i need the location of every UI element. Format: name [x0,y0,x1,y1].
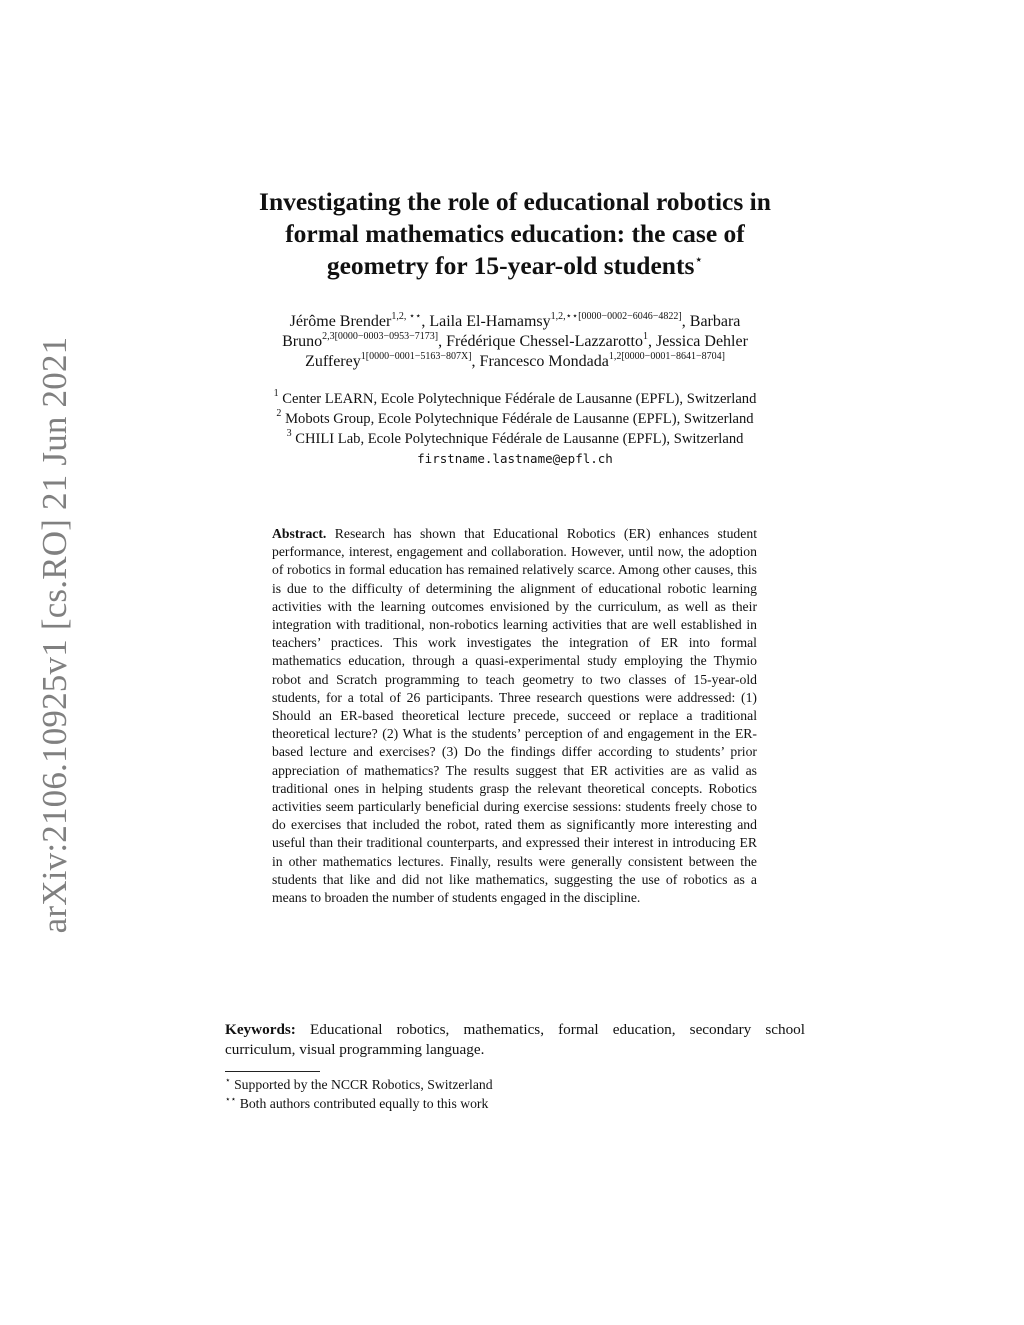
keywords [225,1020,805,1060]
author-name: , Barbara [681,313,741,330]
footnote [225,1076,825,1095]
affiliation-text: Mobots Group, Ecole Polytechnique Fédérale de Lausanne (EPFL), Switzerland [285,411,754,427]
affiliation-number: 1 [273,388,279,399]
footnotes [225,1076,825,1113]
footnote-marker: ⋆⋆ [225,1093,237,1104]
author-line [200,332,830,352]
author-name: Bruno [282,333,323,350]
affiliation-text: CHILI Lab, Ecole Polytechnique Fédérale de Lausanne (EPFL), Switzerland [295,431,744,447]
arxiv-identifier [35,320,75,950]
arxiv-id-text: arXiv:2106.10925v1 [cs.RO] 21 Jun 2021 [35,336,74,934]
author-affiliation-sup: 1,2[0000−0001−8641−8704] [608,351,725,362]
author-affiliation-sup: 1[0000−0001−5163−807X] [360,351,472,362]
footnote [225,1095,825,1114]
abstract [272,525,757,907]
author-name: , Frédérique Chessel-Lazzarotto [438,333,643,350]
author-name: Zufferey [305,353,361,370]
keywords-text: Educational robotics, mathematics, formal education, secondary school curriculum, visual programming language. [225,1021,805,1058]
author-name: , Laila El-Hamamsy [421,313,551,330]
author-affiliation-sup: 1,2,⋆⋆[0000−0002−6046−4822] [550,311,682,322]
contact-email[interactable]: firstname.lastname@epfl.ch [417,451,613,466]
title-line: Investigating the role of educational robotics in [259,187,771,216]
keywords-label: Keywords: [225,1021,296,1038]
title-line [200,250,830,282]
footnote-marker: ⋆ [225,1075,231,1085]
author-line [200,312,830,332]
footnote-divider [225,1071,320,1072]
author-list [200,312,830,372]
affiliations [200,389,830,469]
title-line: formal mathematics education: the case of [285,219,745,248]
author-name: Jérôme Brender [289,313,392,330]
title-footnote-marker: ⋆ [694,253,704,268]
title-line-text: geometry for 15-year-old students [326,251,695,280]
affiliation-line [200,429,830,449]
author-name: , Jessica Dehler [647,333,748,350]
affiliation-number: 3 [286,428,292,439]
author-name: , Francesco Mondada [471,353,609,370]
author-line [200,352,830,372]
footnote-text: Supported by the NCCR Robotics, Switzerland [234,1077,493,1092]
abstract-text: Research has shown that Educational Robotics (ER) enhances student performance, interest, engagement and collaboration. However, until now, the adoption of robotics in formal education has remained relatively scarce. Among other causes, this is due to the difficulty of determining the alignment of educational robotic learning activities with the learning outcomes envisioned by the curriculum, as well as their integration with traditional, non-robotics learning activities that are well established in teachers’ practices. This work investigates the integration of ER into formal mathematics education, through a quasi-experimental study employing the Thymio robot and Scratch programming to teach geometry to two classes of 15-year-old students, for a total of 26 participants. Three research questions were addressed: (1) Should an ER-based theoretical lecture precede, succeed or replace a traditional theoretical lecture? (2) What is the students’ perception of and engagement in the ER-based lecture and exercises? (3) Do the findings differ according to students’ prior appreciation of mathematics? The results suggest that ER activities are as valid as traditional ones in helping students grasp the relevant theoretical concepts. Robotics activities seem particularly beneficial during exercise sessions: students freely chose to do exercises that included the robot, rated them as significantly more interesting and useful than their traditional counterparts, and expressed their interest in introducing ER in other mathematics lectures. Finally, results were generally consistent between the students that like and did not like mathematics, suggesting the use of robotics as a means to broaden the number of students engaged in the discipline. [272,526,758,906]
author-affiliation-sup: 1 [642,331,648,342]
affiliation-line [200,389,830,409]
affiliation-number: 2 [276,408,282,419]
affiliation-text: Center LEARN, Ecole Polytechnique Fédérale de Lausanne (EPFL), Switzerland [282,391,757,407]
footnote-text: Both authors contributed equally to this work [239,1095,489,1111]
author-affiliation-sup: 1,2, ⋆⋆ [391,311,422,322]
author-affiliation-sup: 2,3[0000−0003−0953−7173] [322,331,439,342]
abstract-label: Abstract. [272,526,327,541]
affiliation-line [200,409,830,429]
paper-title [200,186,830,282]
